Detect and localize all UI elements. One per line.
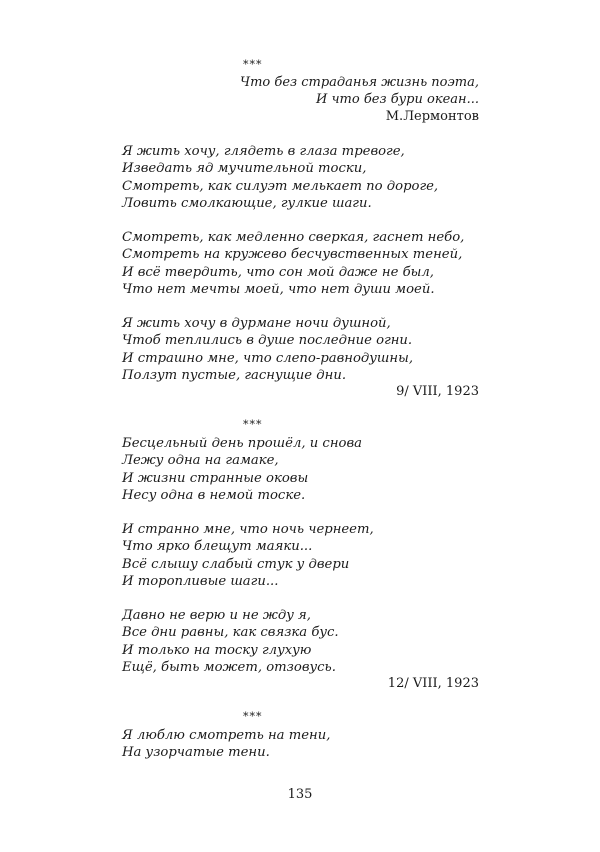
verse-line: Лежу одна на гамаке,: [122, 453, 279, 469]
stanza: [122, 727, 330, 762]
verse-line: Чтоб теплились в душе последние огни.: [122, 333, 413, 349]
verse-line: Ловить смолкающие, гулкие шаги.: [122, 195, 372, 211]
poem-date: 9/ VIII, 1923: [396, 384, 479, 399]
verse-line: И странно мне, что ночь чернеет,: [122, 522, 374, 537]
verse-line: И страшно мне, что слепо-равнодушны,: [122, 350, 414, 366]
verse-line: На узорчатые тени.: [122, 745, 270, 761]
verse-line: Бесцельный день прошёл, и снова: [122, 436, 362, 451]
stanza: [122, 143, 438, 212]
verse-line: И жизни странные оковы: [122, 470, 309, 486]
stanza: [122, 315, 413, 384]
verse-line: Смотреть, как силуэт мелькает по дороге,: [122, 178, 439, 194]
verse-line: Я люблю смотреть на тени,: [122, 728, 331, 743]
verse-line: Я жить хочу, глядеть в глаза тревоге,: [122, 144, 405, 159]
verse-line: Ещё, быть может, отзовусь.: [122, 659, 336, 675]
verse-line: Ползут пустые, гаснущие дни.: [122, 367, 347, 383]
verse-line: Смотреть, как медленно сверкая, гаснет небо,: [122, 230, 465, 245]
verse-line: И торопливые шаги...: [122, 573, 279, 589]
stanza: [122, 607, 339, 676]
verse-line: И всё твердить, что сон мой даже не был,: [122, 264, 434, 280]
stanza: [122, 435, 362, 504]
page-number: 135: [287, 787, 313, 802]
verse-line: Все дни равны, как связка бус.: [122, 625, 339, 641]
verse-line: Что нет мечты моей, что нет души моей.: [122, 281, 435, 297]
verse-line: Что ярко блещут маяки...: [122, 539, 313, 555]
verse-line: Смотреть на кружево бесчувственных теней,: [122, 247, 463, 263]
verse-line: Изведать яд мучительной тоски,: [122, 161, 367, 177]
epigraph-author: М.Лермонтов: [385, 109, 479, 124]
stanza: [122, 229, 464, 298]
epigraph-line: Что без страданья жизнь поэта,: [240, 75, 479, 90]
poem-separator-stars: ***: [243, 418, 263, 431]
verse-line: И только на тоску глухую: [122, 642, 312, 658]
verse-line: Я жить хочу в дурмане ночи душной,: [122, 316, 391, 331]
poem-separator-stars: ***: [243, 710, 263, 723]
verse-line: Несу одна в немой тоске.: [122, 487, 306, 503]
verse-line: Давно не верю и не жду я,: [122, 608, 311, 623]
poem-date: 12/ VIII, 1923: [387, 676, 479, 691]
poem-separator-stars: ***: [243, 58, 263, 71]
stanza: [122, 521, 374, 590]
verse-line: Всё слышу слабый стук у двери: [122, 556, 350, 572]
epigraph-line: И что без бури океан...: [316, 92, 479, 107]
